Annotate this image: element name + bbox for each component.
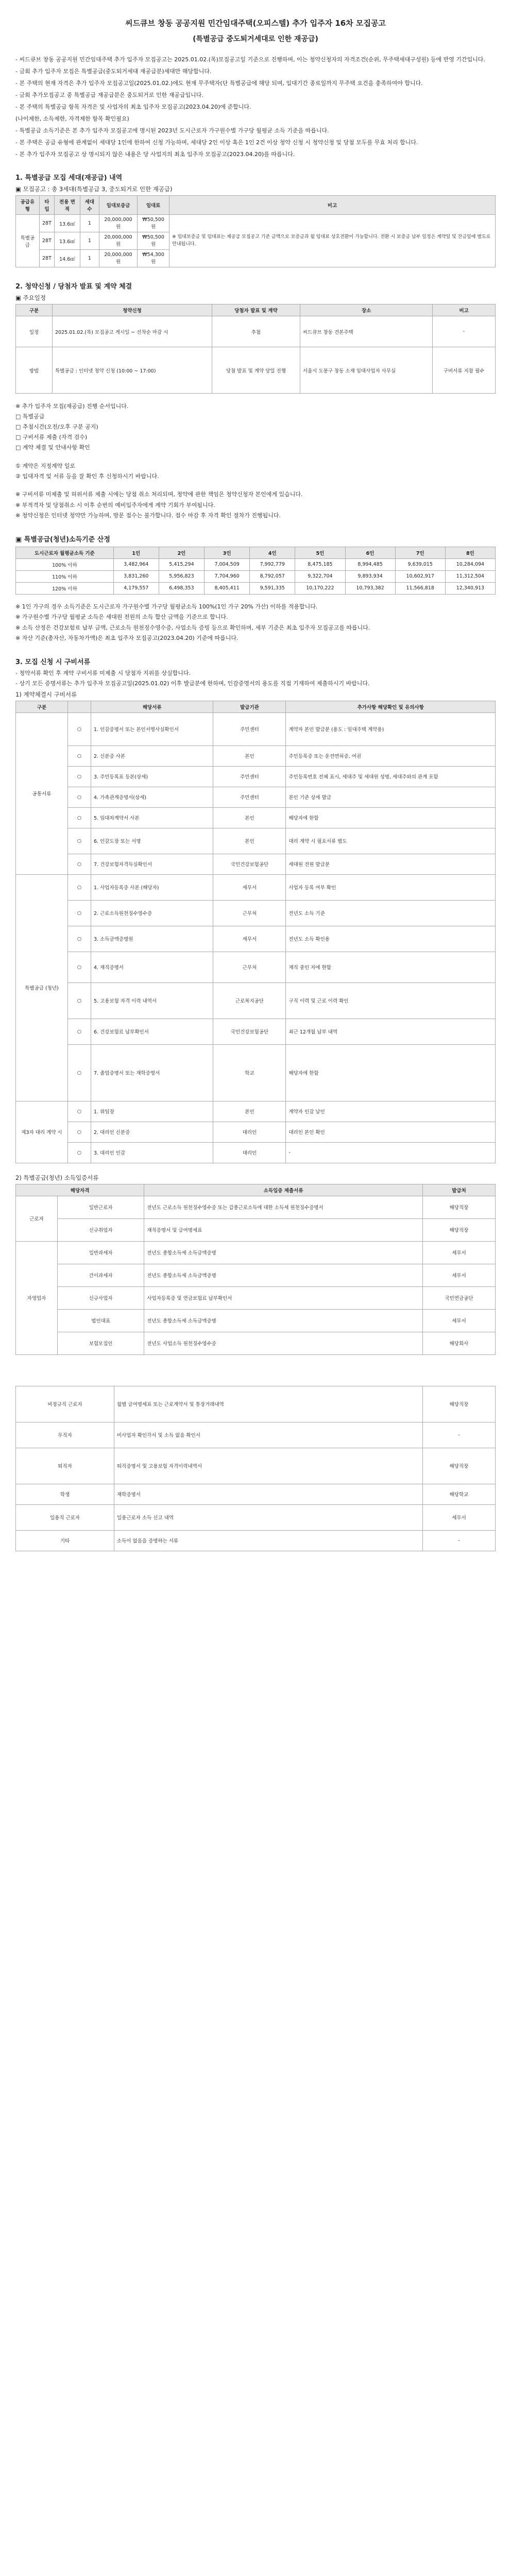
table-cell: 5,415,294 [159,558,204,570]
table-cell: 국민연금공단 [423,1286,496,1309]
schedule-header: 청약신청 [53,304,212,316]
table-cell: 해당회사 [423,1332,496,1354]
table-cell: 해당직장 [423,1196,496,1218]
table-cell: 사업자 등록 여부 확인 [286,874,496,900]
table-cell: 기타 [16,1530,114,1551]
table-cell: 해당직장 [423,1448,496,1484]
documents-header-check [68,701,91,713]
table-cell: - [286,1142,496,1163]
section-1-sub: ▣ 모집공고 : 총 3세대(특별공급 3, 중도퇴거로 인한 재공급) [15,185,173,193]
schedule-notes [15,462,496,480]
table-cell: 14.6㎡ [55,250,80,267]
documents-header: 해당서류 [91,701,213,713]
intro-line: - 본 주택의 특별공급 항목 자격은 및 사업자의 최초 입주자 모집공고(2023.04.20)에 준합니다. [15,104,251,111]
supply-table-header: 임대료 [138,196,169,215]
supply-table [15,195,496,267]
table-cell: 주민센터 [213,713,286,745]
table-cell: 재학증명서 [114,1484,423,1504]
check-circle[interactable]: ○ [68,874,91,900]
table-cell: 5. 임대차계약서 사본 [91,807,213,828]
note-line: ※ 1인 가구의 경우 소득기준은 도시근로자 가구원수별 가구당 월평균소득 100%(1인 가구 20% 가산) 이하를 적용합니다. [15,603,318,610]
check-circle[interactable]: ○ [68,1101,91,1122]
table-cell: 7,004,509 [205,558,250,570]
note-line: ※ 자산 기준(총자산, 자동차가액)은 최초 입주자 모집공고(2023.04.20) 기준에 따릅니다. [15,635,239,642]
table-cell: 구비서류 지참 필수 [433,347,496,394]
group-cell: 제3자 대리 계약 시 [16,1101,68,1163]
income-header: 1인 [113,547,159,558]
checklist-item: □ 추첨시간(오전/오후 구분 공지) [15,423,98,431]
intro-line: - 금회 추가모집공고 중 특별공급 재공급분은 중도퇴거로 인한 재공급입니다. [15,92,203,99]
table-cell: ₩50,500원 [138,232,169,250]
documents-table [15,701,496,1163]
table-cell: 세무서 [423,1504,496,1530]
table-cell: 13.6㎡ [55,215,80,232]
table-cell: 소득이 없음을 증명하는 서류 [114,1530,423,1551]
table-cell: 100% 이하 [16,558,114,570]
income-docs-sub: 2) 특별공급(청년) 소득입증서류 [15,1174,99,1181]
section-2-title: 2. 청약신청 / 당첨자 발표 및 계약 체결 [15,283,132,291]
table-cell-remark: ※ 임대보증금 및 임대료는 재공급 모집공고 기준 금액으로 보증금과 월 임대료 상호전환이 가능합니다. 전환 시 보증금 납부 일정은 계약일 및 잔금일에 별도로 안내됩니다. [169,215,496,267]
table-cell: 간이과세자 [58,1264,144,1286]
table-cell: 7,704,960 [205,570,250,582]
table-row [16,1101,496,1122]
table-row [16,1196,496,1218]
table-cell: ₩54,300원 [138,250,169,267]
intro-line: - 본 추가 입주자 모집공고 상 명시되지 않은 내용은 당 사업지의 최초 입주자 모집공고(2023.04.20)를 따릅니다. [15,151,295,158]
table-cell: 13.6㎡ [55,232,80,250]
table-cell: 1. 인감증명서 또는 본인서명사실확인서 [91,713,213,745]
table-row [16,1264,496,1286]
table-cell: 10,793,382 [345,582,395,594]
table-cell: 본인 [213,828,286,854]
table-row [16,952,496,982]
table-row [16,1386,496,1422]
table-cell: 해당직장 [423,1386,496,1422]
table-row [16,316,496,347]
table-cell: 주민등록증 또는 운전면허증, 여권 [286,745,496,766]
documents-sub: 1) 계약체결시 구비서류 [15,690,77,698]
table-cell: 전년도 종합소득세 소득금액증명 [144,1264,423,1286]
supply-table-header: 비고 [169,196,496,215]
table-cell: 11,312,504 [445,570,495,582]
info-line: ※ 청약신청은 인터넷 청약만 가능하며, 방문 접수는 불가합니다. 접수 마감 후 자격 확인 절차가 진행됩니다. [15,512,281,519]
table-cell: 전년도 소득 기준 [286,900,496,926]
table-row [16,558,496,570]
table-cell: 최근 12개월 납부 내역 [286,1019,496,1044]
documents-intro [15,669,496,688]
income-header: 8인 [445,547,495,558]
table-cell: 2. 대리인 신분증 [91,1122,213,1142]
check-circle[interactable]: ○ [68,1044,91,1101]
table-row [16,745,496,766]
income-header: 7인 [395,547,445,558]
table-cell: 20,000,000원 [99,232,138,250]
note-line: ※ 소득 산정은 건강보험료 납부 금액, 근로소득 원천징수영수증, 사업소득 증빙 등으로 확인하며, 세부 기준은 최초 입주자 모집공고를 따릅니다. [15,624,370,631]
table-cell: 120% 이하 [16,582,114,594]
table-cell: 9,639,015 [395,558,445,570]
table-cell: 월별 급여명세표 또는 근로계약서 및 통장거래내역 [114,1386,423,1422]
table-cell: 근로자 [16,1196,58,1241]
table-cell: 6. 건강보험료 납부확인서 [91,1019,213,1044]
table-row [16,807,496,828]
checklist-item: □ 구비서류 제출 (자격 검수) [15,434,88,441]
note-line: ① 계약은 지정계약 일로 [15,463,75,470]
table-cell: 본인 [213,745,286,766]
table-cell: 법인대표 [58,1309,144,1332]
table-cell: 비사업자 확인각서 및 소득 없음 확인서 [114,1422,423,1448]
table-row [16,1142,496,1163]
table-cell: 8,475,185 [295,558,345,570]
table-cell: 대리인 본인 확인 [286,1122,496,1142]
check-circle[interactable]: ○ [68,854,91,874]
table-cell: 학교 [213,1044,286,1101]
table-cell: 6. 인감도장 또는 서명 [91,828,213,854]
schedule-header: 비고 [433,304,496,316]
table-cell: ₩50,500원 [138,215,169,232]
table-cell: 국민건강보험공단 [213,1019,286,1044]
check-circle[interactable]: ○ [68,1122,91,1142]
table-row [16,828,496,854]
table-cell: 10,284,094 [445,558,495,570]
intro-line: - 금회 추가 입주자 모집은 특별공급(중도퇴거세대 재공급분)세대만 해당합니다. [15,68,212,75]
table-row [16,1122,496,1142]
table-cell: 계약자 본인 발급분 (용도 : 임대주택 계약용) [286,713,496,745]
table-cell: 4. 재직증명서 [91,952,213,982]
table-cell: 주민센터 [213,787,286,807]
income-header: 5인 [295,547,345,558]
table-cell: 근로복지공단 [213,982,286,1019]
table-cell: 8,994,485 [345,558,395,570]
table-row [16,854,496,874]
table-cell: 9,591,335 [250,582,295,594]
income-header: 도시근로자 월평균소득 기준 [16,547,114,558]
table-row [16,1019,496,1044]
table-cell: 근무처 [213,952,286,982]
table-row [16,1241,496,1264]
income-docs-header: 발급처 [423,1184,496,1196]
table-row [16,1332,496,1354]
table-cell: 3. 소득금액증명원 [91,926,213,952]
check-circle[interactable]: ○ [68,787,91,807]
table-cell: 전년도 사업소득 원천징수영수증 [144,1332,423,1354]
supply-table-header: 임대보증금 [99,196,138,215]
table-cell: 대리인 [213,1122,286,1142]
table-cell: 전년도 종합소득세 소득금액증명 [144,1309,423,1332]
table-cell: 28T [39,250,54,267]
income-header: 2인 [159,547,204,558]
table-row [16,874,496,900]
check-circle[interactable]: ○ [68,766,91,787]
page-title: 씨드큐브 창동 공공지원 민간임대주택(오피스텔) 추가 입주자 16차 모집공고 [125,19,386,28]
info-line: ※ 구비서류 미제출 및 허위서류 제출 시에는 당첨 취소 처리되며, 청약에 관한 책임은 청약신청자 본인에게 있습니다. [15,491,303,498]
table-cell: 사업자등록증 및 연금보험료 납부확인서 [144,1286,423,1309]
intro-block [15,55,496,159]
table-cell: 6,498,353 [159,582,204,594]
schedule-table [15,304,496,394]
table-cell: 씨드큐브 창동 견본주택 [300,316,432,347]
intro-line: - 본 주택의 현재 자격은 추가 입주자 모집공고일(2025.01.02.)에도 현재 무주택자(단 특별공급에 해당 되며, 입대기간 종료일까지 무주택 요건을 충족하여야 합니다. [15,80,423,87]
note-line: ② 입대자격 및 서류 등을 잘 확인 후 신청하시기 바랍니다. [15,473,159,480]
table-cell: 28T [39,215,54,232]
table-cell: 2. 근로소득원천징수영수증 [91,900,213,926]
table-cell: 일용근로자 소득 신고 내역 [114,1504,423,1530]
table-cell: 국민건강보험공단 [213,854,286,874]
table-cell: 9,893,934 [345,570,395,582]
page-subtitle: (특별공급 중도퇴거세대로 인한 재공급) [193,35,318,43]
table-cell: 20,000,000원 [99,250,138,267]
section-3-title: ▣ 특별공급(청년)소득기준 산정 [15,535,110,544]
table-cell: 본인 [213,1101,286,1122]
income-docs-table-continued [15,1386,496,1551]
table-cell: - [423,1422,496,1448]
table-cell: 해당자에 한함 [286,1044,496,1101]
table-row [16,1309,496,1332]
income-docs-header: 해당자격 [16,1184,144,1196]
table-cell: 해당학교 [423,1484,496,1504]
check-circle[interactable]: ○ [68,713,91,745]
table-cell: 근무처 [213,900,286,926]
intro-line: - 본 주택은 공급 유형에 관계없이 세대당 1인에 한하여 신청 가능하며, 세대당 2인 이상 혹은 1인 2건 이상 청약 신청 시 청약신청 및 당첨 모두를 무효 처리 합니다. [15,139,418,146]
table-row [16,900,496,926]
supply-table-header: 타입 [39,196,54,215]
documents-header: 추가사항 해당확인 및 유의사항 [286,701,496,713]
table-cell: 1 [80,215,99,232]
table-cell: 서울시 도봉구 창동 소재 임대사업자 사무실 [300,347,432,394]
table-cell: 무직자 [16,1422,114,1448]
table-cell: 학생 [16,1484,114,1504]
table-cell: 세무서 [213,874,286,900]
table-cell: 일반과세자 [58,1241,144,1264]
table-cell: 주민등록번호 전체 표시, 세대주 및 세대원 성명, 세대주와의 관계 포함 [286,766,496,787]
check-circle[interactable]: ○ [68,926,91,952]
table-cell: 대리 계약 시 필요서류 별도 [286,828,496,854]
check-circle[interactable]: ○ [68,828,91,854]
table-row [16,582,496,594]
schedule-header: 구분 [16,304,53,316]
table-cell: 1. 사업자등록증 사본 (해당자) [91,874,213,900]
table-row [16,1044,496,1101]
table-cell: 3. 주민등록표 등본(상세) [91,766,213,787]
note-line: - 청약서류 확인 후 계약 구비서류 미제출 시 당첨자 지위를 상실합니다. [15,669,191,676]
table-row [16,982,496,1019]
table-row [16,1448,496,1484]
table-row [16,926,496,952]
table-cell: 방법 [16,347,53,394]
table-cell: 비정규직 근로자 [16,1386,114,1422]
table-cell: 재직 중인 자에 한함 [286,952,496,982]
table-cell: 자영업자 [16,1241,58,1354]
intro-line: - 씨드큐브 창동 공공지원 민간임대주택 추가 입주자 모집공고는 2025.01.02.(목)모집공고일 기준으로 진행하며, 이는 청약신청자의 자격조건(순위, 무주택세대구성원) 등에 반영 기간입니다. [15,56,485,63]
group-cell: 특별공급 (청년) [16,874,68,1101]
table-cell: 2025.01.02.(목) 모집공고 게시일 ~ 선착순 마감 시 [53,316,212,347]
table-cell: 특별공급 [16,215,40,267]
table-row [16,766,496,787]
table-cell: - [423,1530,496,1551]
note-line: - 상기 모든 증명서류는 추가 입주자 모집공고일(2025.01.02) 이후 발급분에 한하며, 인감증명서의 용도를 직접 기재하여 제출하시기 바랍니다. [15,680,370,687]
check-circle[interactable]: ○ [68,952,91,982]
info-line: ※ 부적격자 및 당첨취소 시 이후 순번의 예비입주자에게 계약 기회가 부여됩니다. [15,501,215,509]
table-cell: 계약자 인감 날인 [286,1101,496,1122]
table-cell: 1 [80,232,99,250]
table-cell: 주민센터 [213,766,286,787]
schedule-header: 장소 [300,304,432,316]
table-cell: 4,179,557 [113,582,159,594]
table-row [16,1286,496,1309]
table-cell: 퇴직증명서 및 고용보험 자격이력내역서 [114,1448,423,1484]
table-cell: 추첨 [212,316,300,347]
table-cell: 해당직장 [423,1218,496,1241]
table-cell: 11,566,818 [395,582,445,594]
table-cell: 10,602,917 [395,570,445,582]
table-cell: 3. 대리인 인감 [91,1142,213,1163]
check-circle[interactable]: ○ [68,900,91,926]
income-docs-header: 소득입증 제출서류 [144,1184,423,1196]
table-cell: 특별공급 : 인터넷 청약 신청 (10:00 ~ 17:00) [53,347,212,394]
table-cell: 1. 위임장 [91,1101,213,1122]
table-cell: 신규취업자 [58,1218,144,1241]
table-row [16,570,496,582]
table-cell: 세무서 [213,926,286,952]
checklist-item: □ 특별공급 [15,413,45,420]
intro-line: - 특별공급 소득기준은 본 추가 입주자 모집공고에 명시된 2023년 도시근로자 가구원수별 가구당 월평균 소득 기준을 따릅니다. [15,127,329,134]
section-2-sub: ▣ 주요일정 [15,294,46,302]
table-cell: 일용직 근로자 [16,1504,114,1530]
intro-line: (나이제한, 소득제한, 자격제한 항목 확인필요) [15,115,129,123]
table-cell: 본인 [213,807,286,828]
table-cell: 7. 건강보험자격득실확인서 [91,854,213,874]
table-cell: 일정 [16,316,53,347]
note-line: ※ 가구원수별 가구당 월평균 소득은 세대원 전원의 소득 합산 금액을 기준으로 합니다. [15,614,228,621]
section-1-title: 1. 특별공급 모집 세대(재공급) 내역 [15,174,123,182]
table-cell: 3,482,964 [113,558,159,570]
checklist [15,402,496,451]
table-cell: 본인 기준 상세 발급 [286,787,496,807]
table-cell: 12,340,913 [445,582,495,594]
table-cell: 1 [80,250,99,267]
table-cell: 퇴직자 [16,1448,114,1484]
table-cell: 110% 이하 [16,570,114,582]
table-row [16,1422,496,1448]
supply-table-header: 전용 면적 [55,196,80,215]
income-header: 4인 [250,547,295,558]
table-cell: 20,000,000원 [99,215,138,232]
table-cell: 7. 졸업증명서 또는 재학증명서 [91,1044,213,1101]
table-cell: 4. 가족관계증명서(상세) [91,787,213,807]
table-cell: 보험모집인 [58,1332,144,1354]
check-circle[interactable]: ○ [68,1142,91,1163]
table-row [16,1504,496,1530]
check-circle[interactable]: ○ [68,982,91,1019]
table-cell: 세무서 [423,1309,496,1332]
table-cell: 일반근로자 [58,1196,144,1218]
check-circle[interactable]: ○ [68,1019,91,1044]
table-cell: 해당자에 한함 [286,807,496,828]
table-row [16,1218,496,1241]
table-cell: 7,992,779 [250,558,295,570]
documents-header: 발급기관 [213,701,286,713]
supply-table-header: 세대수 [80,196,99,215]
checklist-item: □ 계약 체결 및 안내사항 확인 [15,444,90,451]
income-docs-table [15,1184,496,1355]
table-cell: 구직 이력 및 근로 이력 확인 [286,982,496,1019]
table-cell: 신규사업자 [58,1286,144,1309]
table-cell: 재직증명서 및 급여명세표 [144,1218,423,1241]
table-cell: 5,956,823 [159,570,204,582]
table-cell: 당첨 발표 및 계약 당일 진행 [212,347,300,394]
table-row [16,215,496,232]
table-cell: 대리인 [213,1142,286,1163]
table-cell: 28T [39,232,54,250]
table-cell: 2. 신분증 사본 [91,745,213,766]
supply-table-header: 공급유형 [16,196,40,215]
income-header: 3인 [205,547,250,558]
table-cell: 세무서 [423,1264,496,1286]
table-cell: 10,170,222 [295,582,345,594]
section-4-title: 3. 모집 신청 시 구비서류 [15,658,91,666]
table-cell: 세대원 전원 발급분 [286,854,496,874]
table-row [16,347,496,394]
table-row [16,1530,496,1551]
table-cell: - [433,316,496,347]
table-row [16,713,496,745]
table-cell: 3,831,260 [113,570,159,582]
check-circle[interactable]: ○ [68,745,91,766]
schedule-header: 당첨자 발표 및 계약 [212,304,300,316]
documents-header: 구분 [16,701,68,713]
table-cell: 5. 고용보험 자격 이력 내역서 [91,982,213,1019]
table-cell: 9,322,704 [295,570,345,582]
group-cell: 공통서류 [16,713,68,874]
table-cell: 8,405,411 [205,582,250,594]
check-circle[interactable]: ○ [68,807,91,828]
income-header: 6인 [345,547,395,558]
table-cell: 세무서 [423,1241,496,1264]
table-row [16,787,496,807]
table-cell: 전년도 소득 확인용 [286,926,496,952]
income-table [15,547,496,595]
table-cell: 전년도 종합소득세 소득금액증명 [144,1241,423,1264]
income-notes [15,603,496,643]
table-row [16,1484,496,1504]
schedule-info [15,490,496,520]
table-cell: 8,792,057 [250,570,295,582]
table-cell: 전년도 근로소득 원천징수영수증 또는 갑종근로소득에 대한 소득세 원천징수증명서 [144,1196,423,1218]
checklist-item: ※ 추가 입주자 모집(재공급) 진행 순서입니다. [15,403,129,410]
